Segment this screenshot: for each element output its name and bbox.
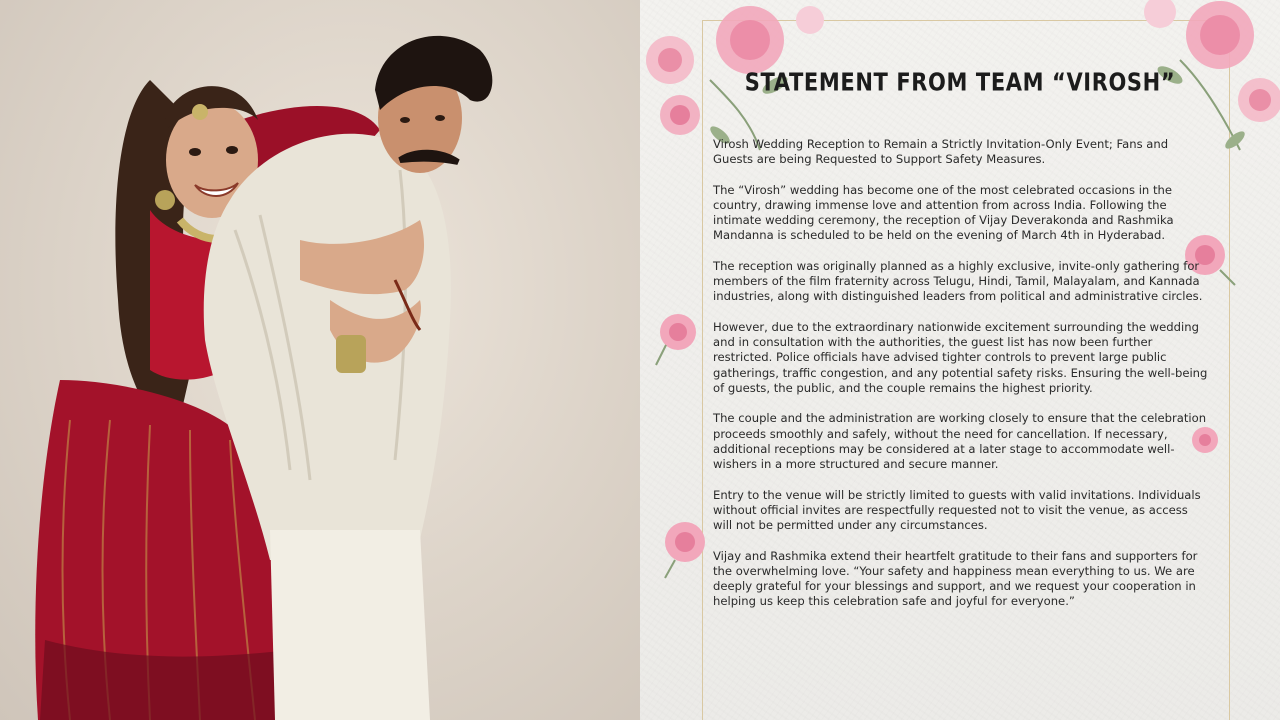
man-eye-left	[400, 117, 410, 123]
woman-earring	[155, 190, 175, 210]
statement-paragraph-original-plan: The reception was originally planned as a highly exclusive, invite-only gathering for members of the film fraternity across Telugu, Hindi, Tamil, Malayalam, and Kannada industries, along with distinguished leaders from political and administrative circles.	[713, 259, 1203, 304]
woman-eye-left	[189, 148, 201, 156]
statement-body	[713, 137, 1209, 625]
man-moustache	[400, 153, 458, 162]
statement-card	[640, 0, 1280, 720]
man-eye-right	[435, 115, 445, 121]
statement-paragraph-intro: The “Virosh” wedding has become one of the most celebrated occasions in the country, drawing immense love and attention from across India. Following the intimate wedding ceremony, the reception of Vijay Deverakonda and Rashmika Mandanna is scheduled to be held on the evening of March 4th in Hyderabad.	[713, 182, 1174, 243]
woman-bangles	[336, 335, 366, 373]
flower-left-lower	[650, 510, 720, 580]
statement-paragraph-headline: Virosh Wedding Reception to Remain a Strictly Invitation-Only Event; Fans and Guests are being Requested to Support Safety Measures.	[713, 137, 1169, 167]
statement-title: STATEMENT FROM TEAM “VIROSH”	[744, 68, 1176, 97]
statement-paragraph-coordination: The couple and the administration are working closely to ensure that the celebration proceeds smoothly and safely, without the need for cancellation. If necessary, additional receptions may be considered at a later stage to accommodate well-wishers in a more structured and secure manner.	[713, 411, 1207, 472]
woman-eye-right	[226, 146, 238, 154]
flower-left-mid	[646, 300, 716, 370]
statement-paragraph-entry: Entry to the venue will be strictly limited to guests with valid invitations. Individuals without official invites are respectfully requested not to visit the venue, as access will not be permitted under any circumstances.	[713, 487, 1201, 533]
statement-paragraph-gratitude: Vijay and Rashmika extend their heartfelt gratitude to their fans and supporters for the overwhelming love. “Your safety and happiness mean everything to us. We are deeply grateful for your blessings and support, and we request your cooperation in helping us keep this celebration safe and joyful for everyone.”	[713, 548, 1198, 609]
maang-tikka	[192, 104, 208, 120]
statement-paragraph-restrictions: However, due to the extraordinary nationwide excitement surrounding the wedding and in consultation with the authorities, the guest list has now been further restricted. Police officials have advised tighter controls to prevent large public gatherings, traffic congestion, and any potential safety risks. Ensuring the well-being of guests, the public, and the couple remains the highest priority.	[713, 320, 1208, 395]
man-trousers	[270, 530, 430, 720]
